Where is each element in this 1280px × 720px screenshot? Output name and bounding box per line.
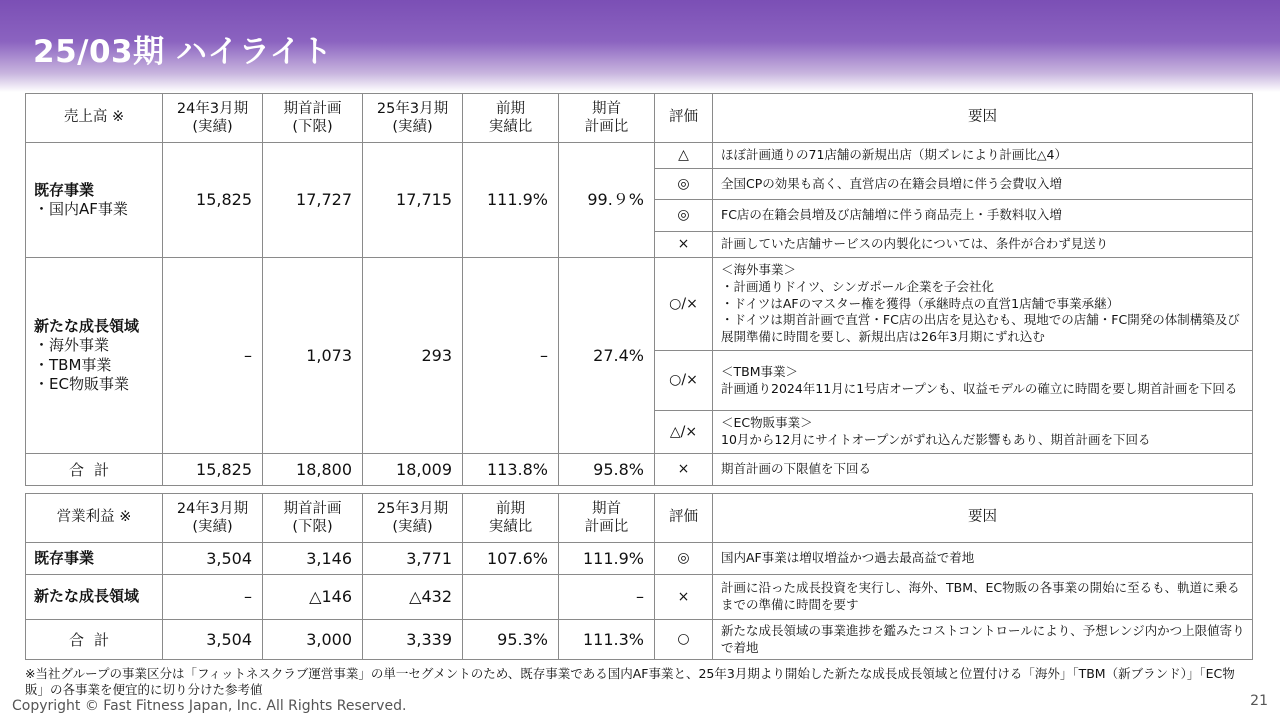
reason-text: ＜海外事業＞ ・計画通りドイツ、シンガポール企業を子会社化 ・ドイツはAFのマスター権を獲得（承継時点の直営1店舗で事業承継） ・ドイツは期首計画で直営・FC店の出店を見込むも、現地での店舗・FC開発の体制構築及び展開準備に時間を要し、新規出店は26年3月期にずれ込む [713,258,1253,351]
reason-text: ＜EC物販事業＞ 10月から12月にサイトオープンがずれ込んだ影響もあり、期首計画を下回る [713,411,1253,454]
value-current-actual: △432 [363,575,463,620]
sales-header-row [26,94,1253,143]
reason-text: ほぼ計画通りの71店舗の新規出店（期ズレにより計画比△4） [713,143,1253,169]
value-vs-plan: 27.4% [559,258,655,454]
header-evaluation: 評価 [655,494,713,543]
value-current-actual: 3,339 [363,620,463,660]
value-prev-actual: – [163,575,263,620]
footnote: ※当社グループの事業区分は「フィットネスクラブ運営事業」の単一セグメントのため、既存事業である国内AF事業と、25年3月期より開始した新たな成長成長領域と位置付ける「海外」「TBM（新ブランド）」「EC物販」の各事業を便宜的に切り分けた参考値 [25,666,1235,698]
table-row [26,575,1253,620]
value-plan: 1,073 [263,258,363,454]
category-title: 新たな成長領域 [34,587,140,606]
header-reason: 要因 [713,494,1253,543]
header-current-actual [363,94,463,143]
value-current-actual: 293 [363,258,463,454]
table-row [26,543,1253,575]
value-yoy [463,575,559,620]
header-prev-actual [163,94,263,143]
profit-table [25,493,1253,660]
reason-text: ＜TBM事業＞ 計画通り2024年11月に1号店オープンも、収益モデルの確立に時間を要し期首計画を下回る [713,351,1253,411]
evaluation-mark: ○/× [655,258,713,351]
total-row [26,454,1253,486]
evaluation-mark: × [655,454,713,486]
value-vs-plan: 111.9% [559,543,655,575]
evaluation-mark: △ [655,143,713,169]
value-vs-plan: – [559,575,655,620]
header-reason: 要因 [713,94,1253,143]
header-prev-actual [163,494,263,543]
page-number: 21 [1250,693,1268,709]
header-text: 期首 計画比 [584,500,629,535]
category-sub: ・海外事業 [34,336,110,354]
profit-header-row [26,494,1253,543]
header-yoy [463,494,559,543]
category-sub: ・国内AF事業 [34,200,128,218]
reason-text: 新たな成長領域の事業進捗を鑑みたコストコントロールにより、予想レンジ内かつ上限値寄りで着地 [713,620,1253,660]
header-text: 25年3月期 (実績) [376,100,449,135]
header-text: 前期 実績比 [488,100,533,135]
category-sub: ・EC物販事業 [34,375,129,393]
evaluation-mark: ◎ [655,169,713,200]
value-plan: 17,727 [263,143,363,258]
value-vs-plan: 95.8% [559,454,655,486]
category-growth [26,575,163,620]
header-text: 期首計画 (下限) [283,100,342,135]
evaluation-mark: × [655,575,713,620]
copyright: Copyright © Fast Fitness Japan, Inc. All Rights Reserved. [12,698,407,714]
profit-header-label: 営業利益 ※ [26,494,163,543]
value-prev-actual: 15,825 [163,143,263,258]
value-current-actual: 17,715 [363,143,463,258]
value-yoy: 95.3% [463,620,559,660]
value-yoy: 111.9% [463,143,559,258]
value-yoy: – [463,258,559,454]
value-current-actual: 18,009 [363,454,463,486]
table-row [26,143,1253,169]
value-plan: 3,146 [263,543,363,575]
value-prev-actual: 3,504 [163,620,263,660]
evaluation-mark: △/× [655,411,713,454]
header-text: 25年3月期 (実績) [376,500,449,535]
value-yoy: 113.8% [463,454,559,486]
page-title: 25/03期 ハイライト [33,34,333,70]
sales-header-label: 売上高 ※ [26,94,163,143]
category-growth [26,258,163,454]
reason-text: 計画していた店舗サービスの内製化については、条件が合わず見送り [713,232,1253,258]
value-vs-plan: 111.3% [559,620,655,660]
reason-text: 計画に沿った成長投資を実行し、海外、TBM、EC物販の各事業の開始に至るも、軌道に乗るまでの準備に時間を要す [713,575,1253,620]
category-title: 既存事業 [34,180,95,199]
evaluation-mark: ◎ [655,543,713,575]
evaluation-mark: ○/× [655,351,713,411]
category-title: 新たな成長領域 [34,316,140,335]
header-text: 24年3月期 (実績) [176,500,249,535]
evaluation-mark: ◎ [655,200,713,232]
value-plan: 3,000 [263,620,363,660]
value-vs-plan: 99.９% [559,143,655,258]
category-title: 既存事業 [34,548,95,567]
value-plan: △146 [263,575,363,620]
header-plan [263,94,363,143]
header-text: 期首計画 (下限) [283,500,342,535]
category-existing [26,143,163,258]
header-current-actual [363,494,463,543]
reason-text: 全国CPの効果も高く、直営店の在籍会員増に伴う会費収入増 [713,169,1253,200]
sales-table [25,93,1253,486]
reason-text: 国内AF事業は増収増益かつ過去最高益で着地 [713,543,1253,575]
value-prev-actual: 15,825 [163,454,263,486]
value-prev-actual: 3,504 [163,543,263,575]
header-vs-plan [559,494,655,543]
reason-text: FC店の在籍会員増及び店舗増に伴う商品売上・手数料収入増 [713,200,1253,232]
value-current-actual: 3,771 [363,543,463,575]
header-yoy [463,94,559,143]
header-plan [263,494,363,543]
table-row [26,258,1253,351]
header-text: 期首 計画比 [584,100,629,135]
evaluation-mark: × [655,232,713,258]
header-text: 24年3月期 (実績) [176,100,249,135]
value-plan: 18,800 [263,454,363,486]
value-yoy: 107.6% [463,543,559,575]
total-label: 合計 [26,620,163,660]
value-prev-actual: – [163,258,263,454]
total-row [26,620,1253,660]
reason-text: 期首計画の下限値を下回る [713,454,1253,486]
header-text: 前期 実績比 [488,500,533,535]
evaluation-mark: ○ [655,620,713,660]
header-vs-plan [559,94,655,143]
category-sub: ・TBM事業 [34,355,112,374]
total-label: 合計 [26,454,163,486]
header-evaluation: 評価 [655,94,713,143]
category-existing [26,543,163,575]
